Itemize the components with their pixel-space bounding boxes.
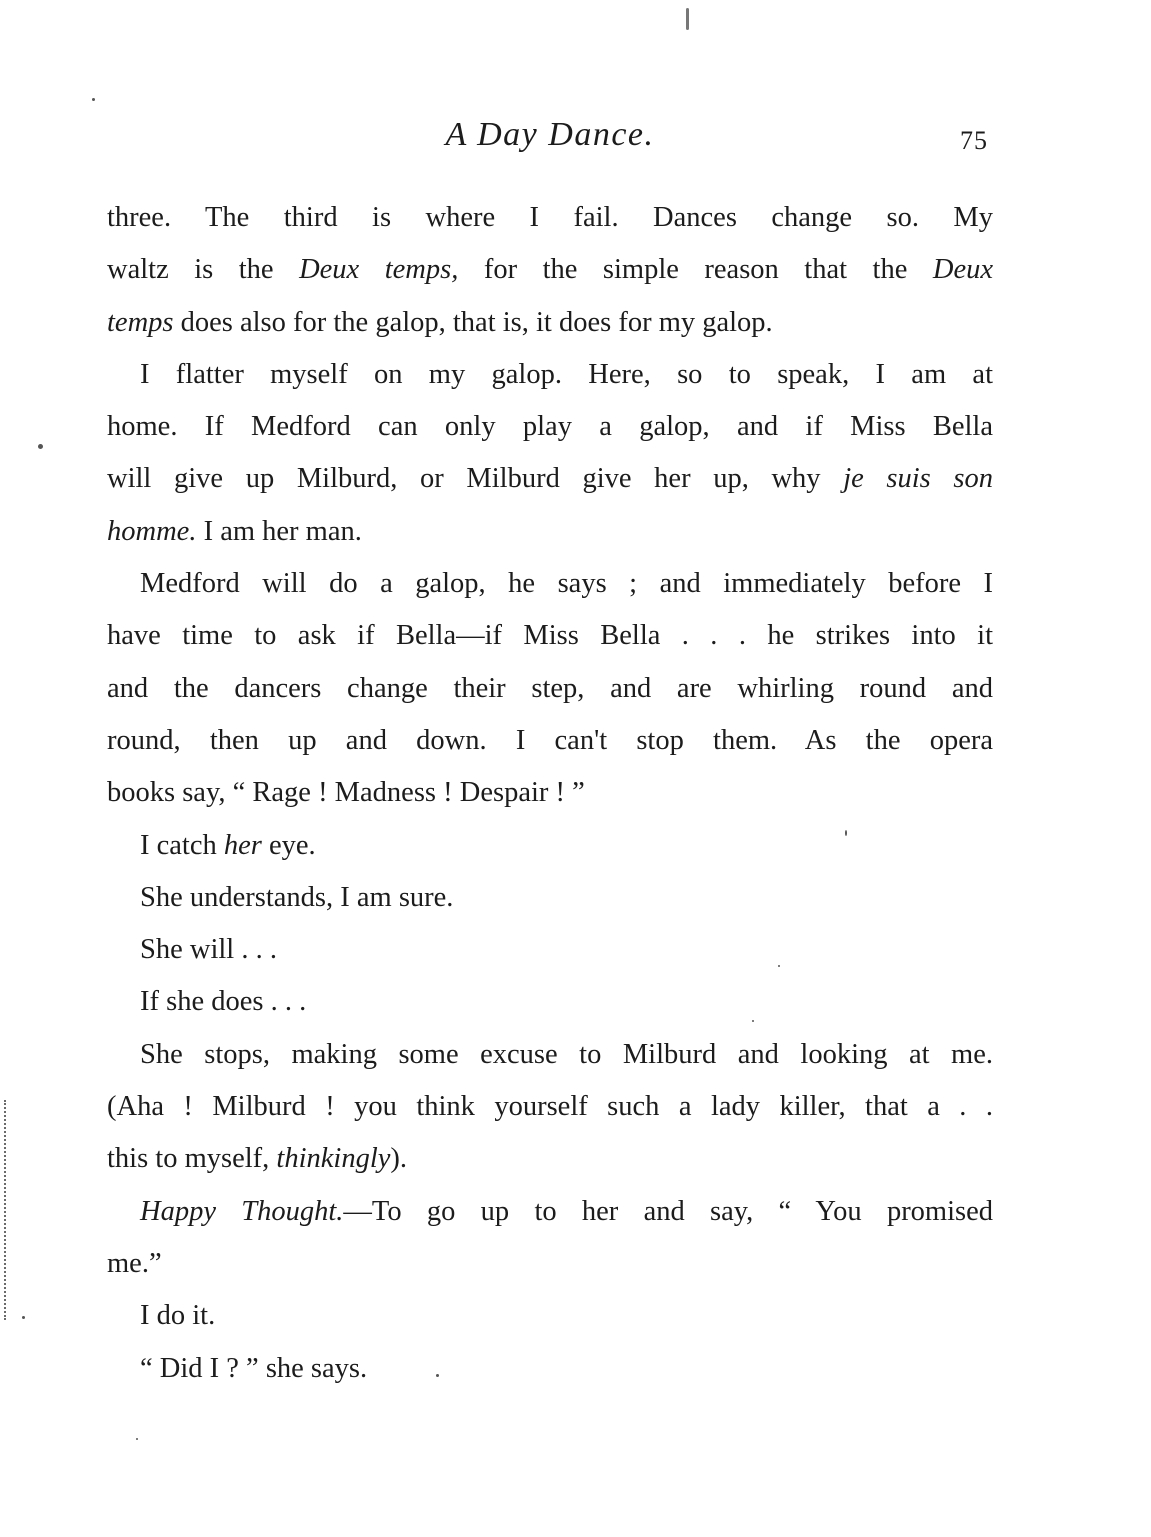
text-run: for the simple reason that the (458, 254, 933, 286)
text-line (107, 453, 993, 505)
scan-speck (22, 1316, 25, 1319)
italic-run: her (223, 829, 262, 861)
scan-speck (92, 98, 95, 101)
text-run: If she does . . . (140, 986, 307, 1018)
scan-speck (778, 965, 780, 967)
text-run: —To go up to her and say, “ You promised (343, 1195, 994, 1227)
text-run: I flatter myself on my galop. Here, so to speak, I am at (140, 358, 993, 390)
italic-run: Deux (932, 254, 994, 286)
text-line (107, 349, 993, 401)
page-number: 75 (960, 126, 988, 155)
scan-edge-mark (4, 1100, 8, 1320)
scan-speck (38, 444, 43, 449)
text-line (107, 767, 993, 819)
text-run: “ Did I ? ” she says. (140, 1352, 368, 1384)
scan-speck (686, 8, 689, 30)
text-run: round, then up and down. I can't stop them. As the opera (107, 724, 993, 756)
text-run: ). (390, 1143, 408, 1175)
text-line (107, 244, 993, 296)
text-run: me.” (107, 1247, 162, 1279)
text-run: Medford will do a galop, he says ; and immediately before I (140, 568, 993, 600)
italic-run: Deux temps, (299, 254, 459, 286)
text-line (107, 1343, 993, 1395)
running-head (0, 112, 1151, 160)
italic-run: homme. (107, 515, 197, 547)
italic-run: je suis son (843, 463, 993, 495)
scan-speck (136, 1438, 138, 1440)
text-line (107, 715, 993, 767)
text-line (107, 558, 993, 610)
text-run: home. If Medford can only play a galop, and if Miss Bella (107, 411, 993, 443)
running-title: A Day Dance. (445, 116, 655, 153)
text-run: does also for the galop, that is, it does for my galop. (173, 306, 773, 338)
text-line (107, 976, 993, 1028)
text-line (107, 610, 993, 662)
text-line (107, 1081, 993, 1133)
text-line (107, 1133, 993, 1185)
text-run: books say, “ Rage ! Madness ! Despair ! ” (107, 777, 585, 809)
scan-speck (845, 830, 847, 836)
text-line (107, 820, 993, 872)
text-run: I catch (140, 829, 224, 861)
text-line (107, 401, 993, 453)
text-line (107, 924, 993, 976)
text-line (107, 192, 993, 244)
text-run: (Aha ! Milburd ! you think yourself such a lady killer, that a . . (107, 1091, 993, 1123)
text-line (107, 663, 993, 715)
text-line (107, 297, 993, 349)
text-run: eye. (261, 829, 316, 861)
body-text (107, 192, 993, 1395)
text-run: three. The third is where I fail. Dances change so. My (107, 202, 993, 233)
italic-run: temps (107, 306, 174, 338)
italic-run: thinkingly (276, 1143, 391, 1175)
text-run: She will . . . (140, 934, 277, 966)
text-run: She stops, making some excuse to Milburd and looking at me. (140, 1038, 993, 1070)
text-run: have time to ask if Bella—if Miss Bella . . . he strikes into it (107, 620, 993, 652)
text-line (107, 1186, 993, 1238)
text-line (107, 872, 993, 924)
scan-speck (752, 1020, 754, 1022)
text-run: I am her man. (196, 515, 362, 547)
text-line (107, 1029, 993, 1081)
text-run: She understands, I am sure. (140, 881, 454, 913)
text-line (107, 1238, 993, 1290)
text-run: will give up Milburd, or Milburd give her up, why (107, 463, 844, 495)
scan-speck (436, 1374, 439, 1377)
text-line (107, 1290, 993, 1342)
italic-run: Happy Thought. (140, 1195, 344, 1227)
text-run: I do it. (140, 1300, 216, 1332)
text-line (107, 506, 993, 558)
text-run: this to myself, (107, 1143, 277, 1175)
text-run: and the dancers change their step, and are whirling round and (107, 672, 993, 704)
text-run: waltz is the (107, 254, 300, 286)
